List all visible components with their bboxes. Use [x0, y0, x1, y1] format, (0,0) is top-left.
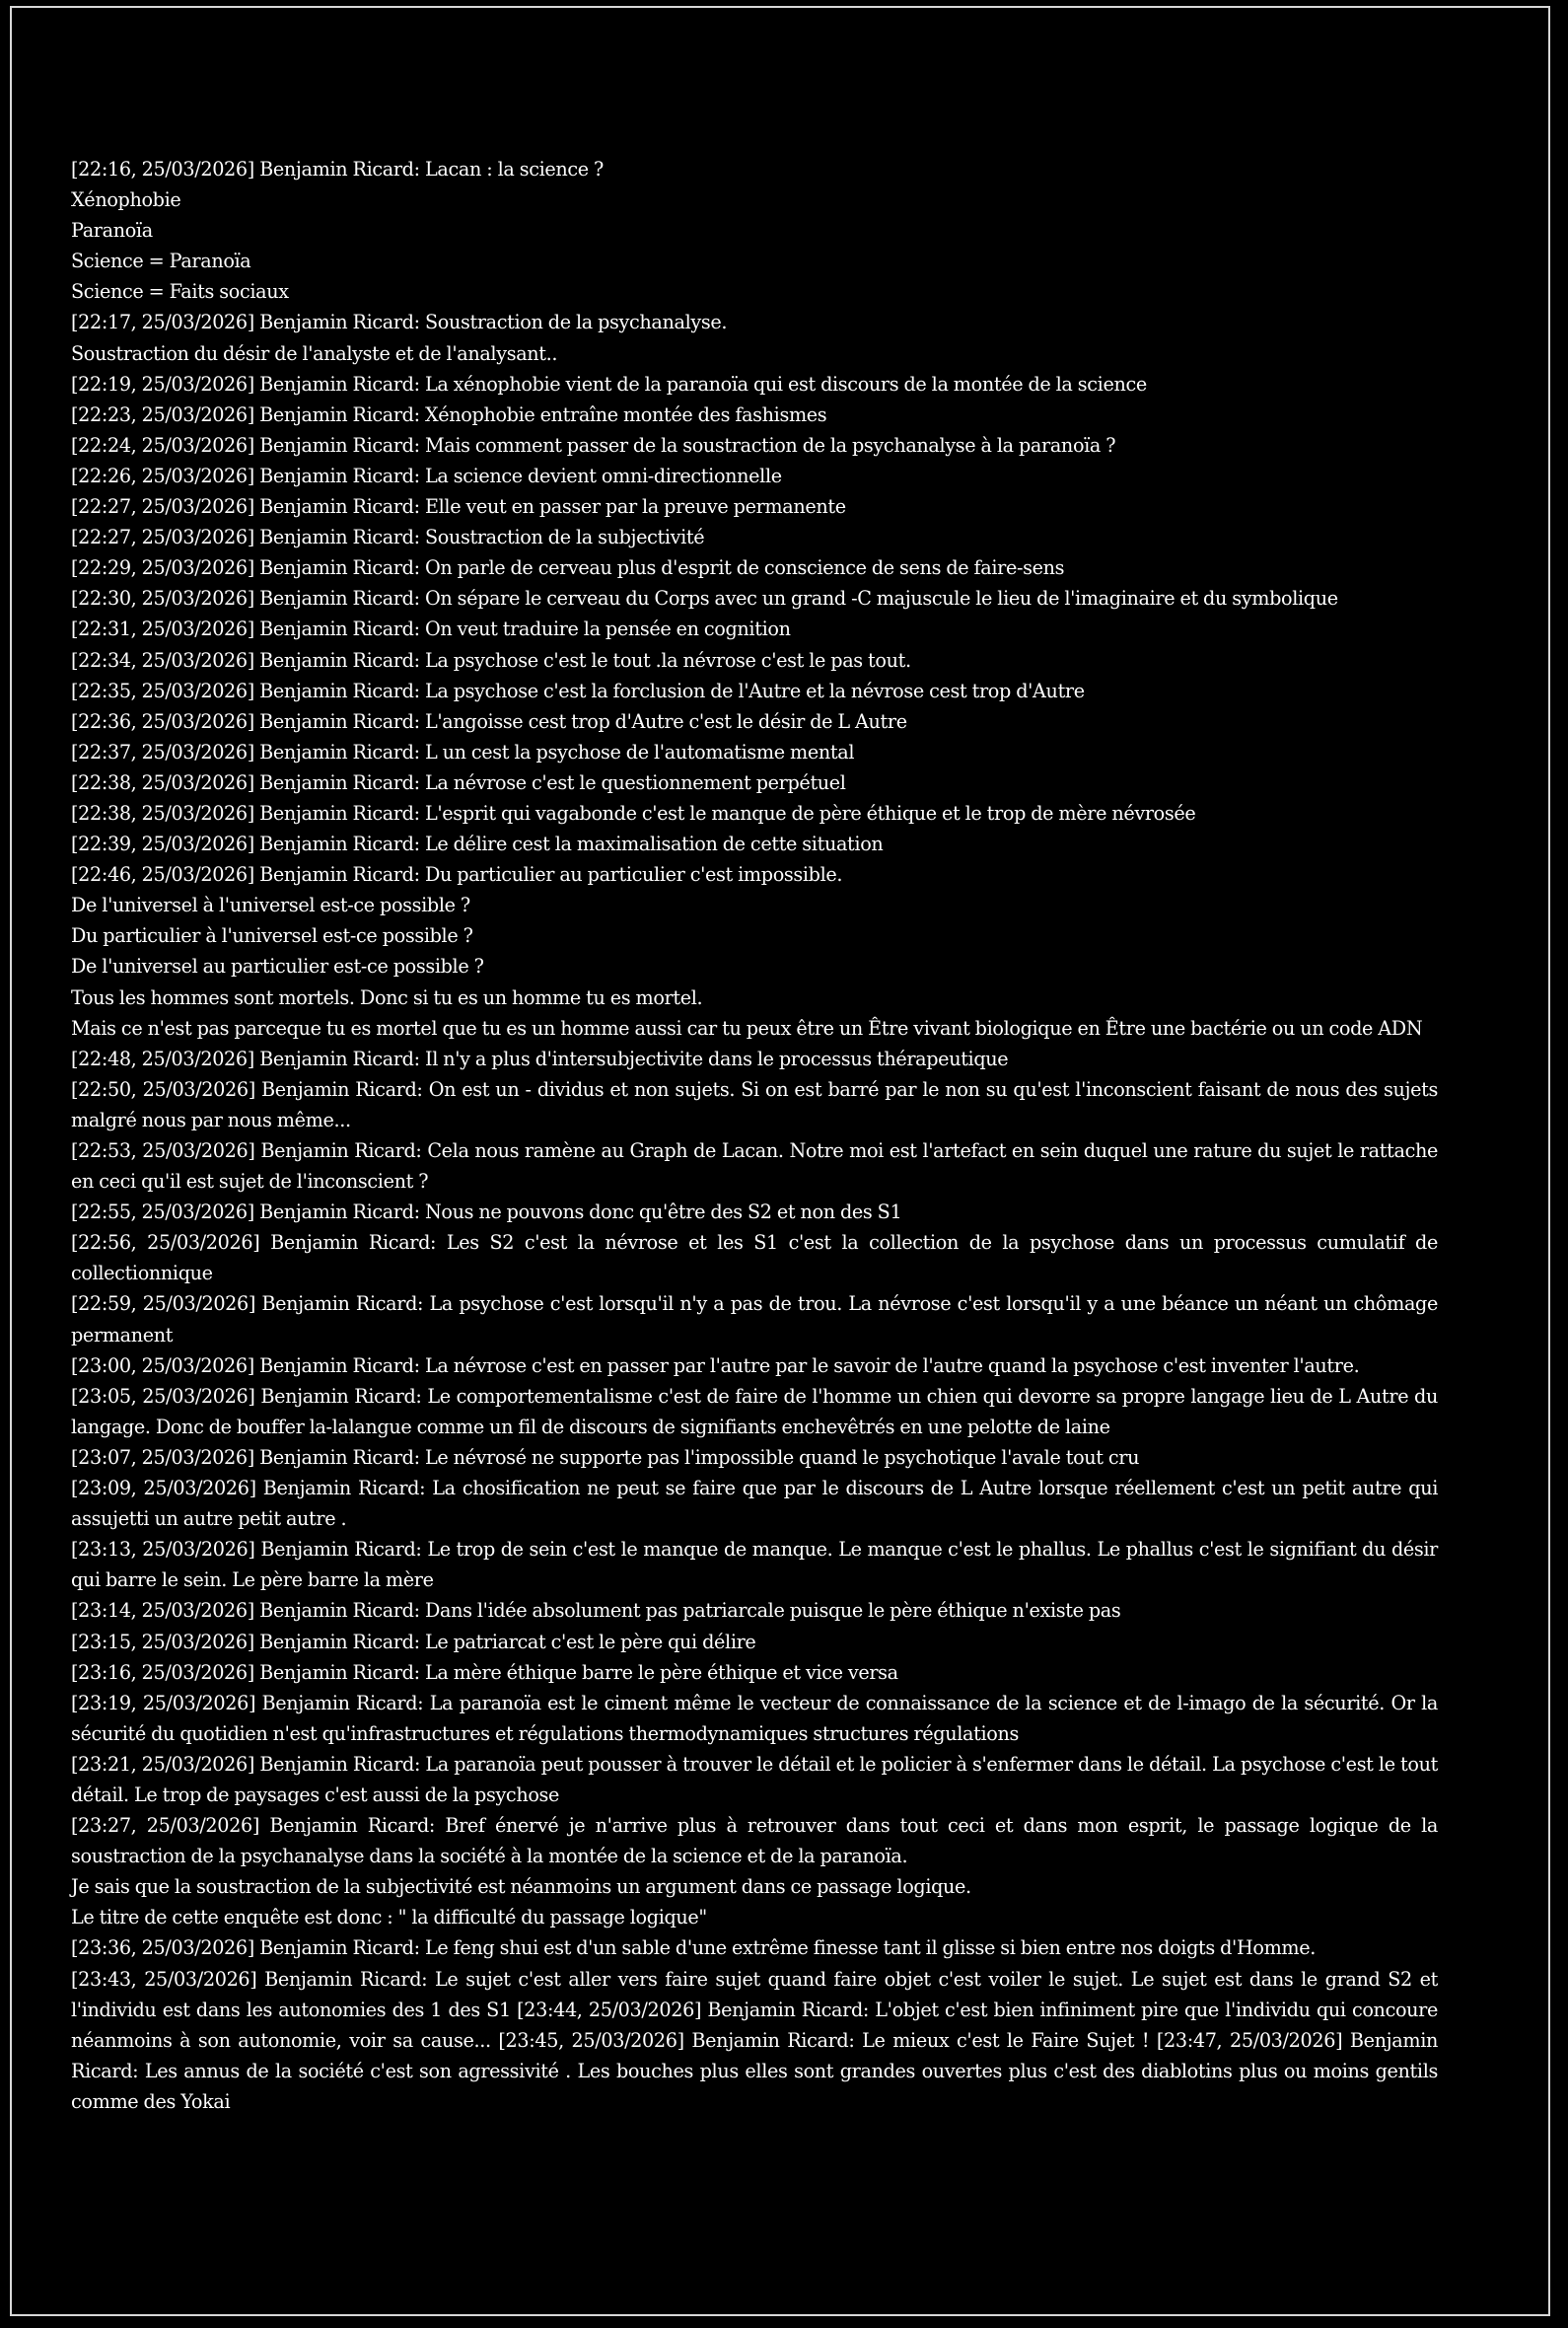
chat-message-line: [23:05, 25/03/2026] Benjamin Ricard: Le comportementalisme c'est de faire de l'homme un chien qui devorre sa propre langage lieu de L Autre du langage. Donc de bouffer la-lalangue comme un fil de discours de signifiants enchevêtrés en une pelotte de laine — [71, 1384, 1438, 1438]
chat-message-line: [22:53, 25/03/2026] Benjamin Ricard: Cela nous ramène au Graph de Lacan. Notre moi est l'artefact en sein duquel une rature du sujet le rattache en ceci qu'il est sujet de l'inconscient ? — [71, 1139, 1438, 1194]
chat-message-line: [23:07, 25/03/2026] Benjamin Ricard: Le névrosé ne supporte pas l'impossible quand le psychotique l'avale tout cru — [71, 1445, 1140, 1469]
chat-message-line: [22:59, 25/03/2026] Benjamin Ricard: La psychose c'est lorsqu'il n'y a pas de trou. La névrose c'est lorsqu'il y a une béance un néant un chômage permanent — [71, 1292, 1438, 1346]
chat-message-line: [23:15, 25/03/2026] Benjamin Ricard: Le patriarcat c'est le père qui délire — [71, 1630, 756, 1653]
chat-message-line: De l'universel au particulier est-ce possible ? — [71, 955, 484, 979]
chat-message-line: Science = Paranoïa — [71, 250, 251, 273]
chat-message-line: [23:13, 25/03/2026] Benjamin Ricard: Le trop de sein c'est le manque de manque. Le manque c'est le phallus. Le phallus c'est le signifiant du désir qui barre le sein. Le père barre la mère — [71, 1538, 1438, 1592]
chat-message-line: Science = Faits sociaux — [71, 280, 289, 304]
chat-message-line: Paranoïa — [71, 219, 153, 243]
chat-message-line: [23:19, 25/03/2026] Benjamin Ricard: La paranoïa est le ciment même le vecteur de connaissance de la science et de l-imago de la sécurité. Or la sécurité du quotidien n'est qu'infrastructures et régulations thermodynamiques structures régulations — [71, 1691, 1438, 1745]
chat-message-line: [23:36, 25/03/2026] Benjamin Ricard: Le feng shui est d'un sable d'une extrême finesse tant il glisse si bien entre nos doigts d'Homme. — [71, 1936, 1317, 1960]
chat-message-line: [23:00, 25/03/2026] Benjamin Ricard: La névrose c'est en passer par l'autre par le savoir de l'autre quand la psychose c'est inventer l'autre. — [71, 1353, 1360, 1377]
chat-message-line: [22:27, 25/03/2026] Benjamin Ricard: Elle veut en passer par la preuve permanente — [71, 495, 846, 519]
chat-message-line: [23:43, 25/03/2026] Benjamin Ricard: Le sujet c'est aller vers faire sujet quand faire objet c'est voiler le sujet. Le sujet est dans le grand S2 et l'individu est dans les autonomies des 1 des S1 [23:44, 25/03/2026] Benjamin Ricard: L'objet c'est bien infiniment pire que l'individu qui concoure néanmoins à son autonomie, voir sa cause... [23:45, 25/03/2026] Benjamin Ricard: Le mieux c'est le Faire Sujet ! [23:47, 25/03/2026] Benjamin Ricard: Les annus de la société c'est son agressivité . Les bouches plus elles sont grandes ouvertes plus c'est des diablotins plus ou moins gentils comme des Yokai — [71, 1967, 1438, 2113]
chat-message-line: [22:24, 25/03/2026] Benjamin Ricard: Mais comment passer de la soustraction de la psychanalyse à la paranoïa ? — [71, 433, 1116, 457]
chat-message-line: [22:23, 25/03/2026] Benjamin Ricard: Xénophobie entraîne montée des fashismes — [71, 402, 827, 426]
chat-message-line: De l'universel à l'universel est-ce possible ? — [71, 894, 470, 917]
chat-message-line: [22:34, 25/03/2026] Benjamin Ricard: La psychose c'est le tout .la névrose c'est le pas tout. — [71, 648, 911, 672]
chat-message-line: [22:56, 25/03/2026] Benjamin Ricard: Les S2 c'est la névrose et les S1 c'est la collection de la psychose dans un processus cumulatif de collectionnique — [71, 1231, 1438, 1285]
chat-message-line: [23:27, 25/03/2026] Benjamin Ricard: Bref énervé je n'arrive plus à retrouver dans tout ceci et dans mon esprit, le passage logique de la soustraction de la psychanalyse dans la société à la montée de la science et de la paranoïa. — [71, 1814, 1438, 1868]
chat-message-line: [22:38, 25/03/2026] Benjamin Ricard: La névrose c'est le questionnement perpétuel — [71, 770, 846, 794]
chat-message-line: [22:46, 25/03/2026] Benjamin Ricard: Du particulier au particulier c'est impossible. — [71, 863, 843, 887]
chat-message-line: Soustraction du désir de l'analyste et de l'analysant.. — [71, 341, 558, 365]
chat-message-line: [22:31, 25/03/2026] Benjamin Ricard: On veut traduire la pensée en cognition — [71, 618, 791, 641]
chat-message-line: [22:37, 25/03/2026] Benjamin Ricard: L un cest la psychose de l'automatisme mental — [71, 740, 855, 764]
page-frame — [10, 6, 1550, 2316]
chat-message-line: [23:21, 25/03/2026] Benjamin Ricard: La paranoïa peut pousser à trouver le détail et le policier à s'enfermer dans le détail. La psychose c'est le tout détail. Le trop de paysages c'est aussi de la psychose — [71, 1752, 1438, 1806]
chat-message-line: Mais ce n'est pas parceque tu es mortel que tu es un homme aussi car tu peux être un Être vivant biologique en Être une bactérie ou un code ADN — [71, 1016, 1423, 1040]
chat-message-line: [22:26, 25/03/2026] Benjamin Ricard: La science devient omni-directionnelle — [71, 464, 782, 487]
chat-message-line: [22:16, 25/03/2026] Benjamin Ricard: Lacan : la science ? — [71, 158, 604, 181]
chat-message-line: [22:17, 25/03/2026] Benjamin Ricard: Soustraction de la psychanalyse. — [71, 311, 728, 334]
chat-message-line: [22:39, 25/03/2026] Benjamin Ricard: Le délire cest la maximalisation de cette situation — [71, 833, 884, 856]
chat-log-text — [71, 154, 1438, 2117]
chat-message-line: [22:27, 25/03/2026] Benjamin Ricard: Soustraction de la subjectivité — [71, 526, 705, 549]
chat-message-line: [22:29, 25/03/2026] Benjamin Ricard: On parle de cerveau plus d'esprit de conscience de sens de faire-sens — [71, 556, 1065, 580]
chat-message-line: [22:35, 25/03/2026] Benjamin Ricard: La psychose c'est la forclusion de l'Autre et la névrose cest trop d'Autre — [71, 679, 1085, 702]
chat-message-line: [22:36, 25/03/2026] Benjamin Ricard: L'angoisse cest trop d'Autre c'est le désir de L Autre — [71, 709, 907, 733]
chat-message-line: Le titre de cette enquête est donc : " la difficulté du passage logique" — [71, 1906, 707, 1929]
chat-message-line: [22:38, 25/03/2026] Benjamin Ricard: L'esprit qui vagabonde c'est le manque de père éthique et le trop de mère névrosée — [71, 801, 1196, 825]
chat-message-line: Xénophobie — [71, 188, 181, 212]
chat-message-line: Du particulier à l'universel est-ce possible ? — [71, 924, 473, 948]
chat-message-line: [23:09, 25/03/2026] Benjamin Ricard: La chosification ne peut se faire que par le discours de L Autre lorsque réellement c'est un petit autre qui assujetti un autre petit autre . — [71, 1477, 1438, 1531]
chat-message-line: [23:14, 25/03/2026] Benjamin Ricard: Dans l'idée absolument pas patriarcale puisque le père éthique n'existe pas — [71, 1599, 1121, 1623]
chat-message-line: Tous les hommes sont mortels. Donc si tu es un homme tu es mortel. — [71, 985, 703, 1009]
chat-message-line: Je sais que la soustraction de la subjectivité est néanmoins un argument dans ce passage logique. — [71, 1875, 971, 1899]
chat-message-line: [22:50, 25/03/2026] Benjamin Ricard: On est un - dividus et non sujets. Si on est barré par le non su qu'est l'inconscient faisant de nous des sujets malgré nous par nous même... — [71, 1077, 1438, 1131]
chat-message-line: [22:19, 25/03/2026] Benjamin Ricard: La xénophobie vient de la paranoïa qui est discours de la montée de la science — [71, 372, 1147, 396]
chat-message-line: [23:16, 25/03/2026] Benjamin Ricard: La mère éthique barre le père éthique et vice versa — [71, 1660, 898, 1684]
chat-message-line: [22:55, 25/03/2026] Benjamin Ricard: Nous ne pouvons donc qu'être des S2 et non des S1 — [71, 1200, 902, 1224]
chat-message-line: [22:48, 25/03/2026] Benjamin Ricard: Il n'y a plus d'intersubjectivite dans le processus thérapeutique — [71, 1047, 1009, 1070]
chat-message-line: [22:30, 25/03/2026] Benjamin Ricard: On sépare le cerveau du Corps avec un grand -C majuscule le lieu de l'imaginaire et du symbolique — [71, 587, 1338, 611]
